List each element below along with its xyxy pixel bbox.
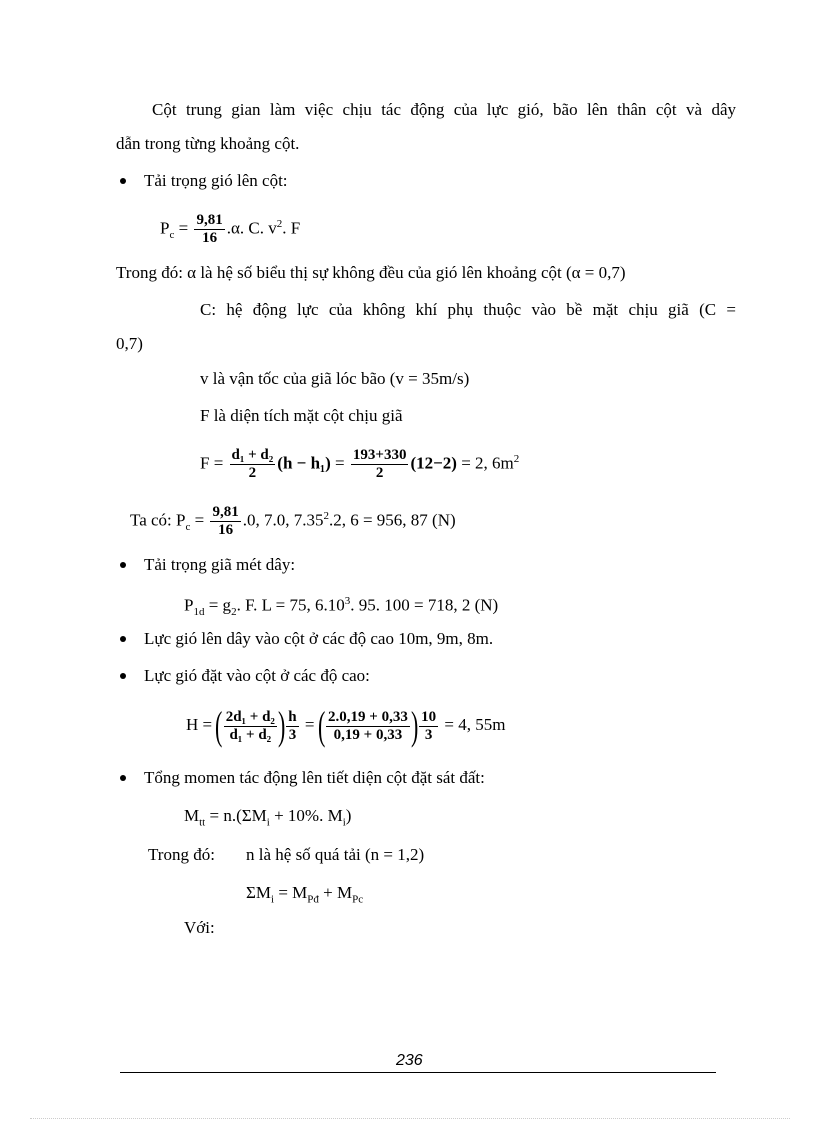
fraction: $\frac{h}{3}$: [288, 708, 297, 743]
formula-mtt: $M_{tt} = n.(\Sigma M_i + 10\%$. $M_i$): [184, 806, 352, 829]
page-bottom-border: [30, 1118, 790, 1119]
paragraph-line: dẫn trong từng khoảng cột.: [116, 134, 300, 153]
bullet-text: Lực gió lên dây vào cột ở các độ cao 10m, 9m, 8m.: [144, 629, 494, 648]
page-number: 236: [396, 1052, 423, 1069]
bullet-icon: [120, 673, 126, 679]
definition-line: F là diện tích mặt cột chịu giã: [200, 406, 403, 425]
definition-line: 0,7): [116, 334, 143, 353]
formula-pc: $P_c$ = $\frac{9,81}{16}$ .α. C. $v^2$. F: [160, 212, 301, 247]
definition-line: n là hệ số quá tải (n = 1,2): [246, 845, 425, 864]
footer-rule: [120, 1072, 716, 1073]
formula-h: H = ( $\frac{\text{2d₁ + d₂}}{\text{d₁ + d₂}}$ ) $\frac{h}{3}$ = ( $\frac{2.0,19 + 0,33}{0,19 + 0,33}$ ) $\frac{10}{3}$ = 4, 55m: [186, 703, 506, 749]
bullet-icon: [120, 775, 126, 781]
bullet-icon: [120, 178, 126, 184]
bullet-text: Tổng momen tác động lên tiết diện cột đặt sát đất:: [144, 768, 485, 787]
bullet-text: Tải trọng giã mét dây:: [144, 555, 296, 574]
bullet-text: Lực gió đặt vào cột ở các độ cao:: [144, 666, 370, 685]
definition-line: Trong đó: α là hệ số biểu thị sự không đều của gió lên khoảng cột (α = 0,7): [116, 263, 626, 282]
bullet-text: Tải trọng gió lên cột:: [144, 171, 288, 190]
formula-sum-m: $\Sigma M_i = M_{Pđ} + M_{Pc}$: [246, 883, 364, 906]
definition-line: v là vận tốc của giã lóc bão (v = 35m/s): [200, 369, 470, 388]
bullet-icon: [120, 636, 126, 642]
fraction: $\frac{9,81}{16}$: [196, 212, 223, 247]
fraction: $\frac{9,81}{16}$: [212, 504, 239, 539]
bullet-icon: [120, 562, 126, 568]
definition-line: C: hệ động lực của không khí phụ thuộc vào bề mặt chịu giã (C =: [200, 300, 736, 319]
label-voi: Với:: [184, 918, 215, 937]
formula-p1d: $P_{1d} = g_2$. F. L = 75, 6.10$^3$. 95. 100 = 718, 2 (N): [184, 595, 499, 619]
fraction: $\frac{\text{2d₁ + d₂}}{\text{d₁ + d₂}}$: [225, 708, 275, 743]
fraction: $\frac{\text{d₁ + d₂}}{2}$: [231, 447, 274, 482]
fraction: $\frac{2.0,19 + 0,33}{0,19 + 0,33}$: [328, 708, 408, 743]
paragraph-line: Cột trung gian làm việc chịu tác động của lực gió, bão lên thân cột và dây: [152, 100, 736, 119]
formula-f: F = $\frac{\text{d₁ + d₂}}{2}$ (h − h₁) = $\frac{193+330}{2}$ (12−2) = 2, $6m^2$: [200, 447, 520, 482]
formula-pc-result: Ta có: $P_c$ = $\frac{9,81}{16}$ .0, 7.0, 7.35$^2$.2, 6 = 956, 87 (N): [130, 504, 456, 539]
label-trong-do: Trong đó:: [148, 845, 215, 864]
fraction: $\frac{10}{3}$: [421, 708, 437, 743]
fraction: $\frac{193+330}{2}$: [352, 447, 407, 482]
